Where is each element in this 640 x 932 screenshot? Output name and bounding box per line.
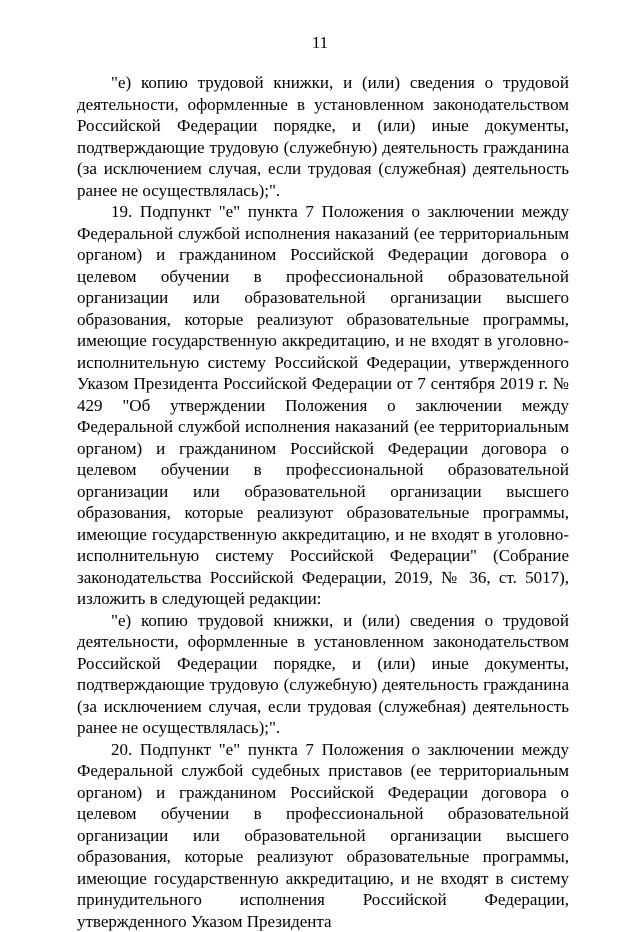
- quoted-subparagraph-e-2: "е) копию трудовой книжки, и (или) сведения о трудовой деятельности, оформленные в установленном законодательством Российской Федерации порядке, и (или) иные документы, подтверждающие трудовую (служебную) деятельность гражданина (за исключением случая, если трудовая (служебная) деятельность ранее не осуществлялась);".: [77, 610, 569, 739]
- document-body: [77, 72, 569, 932]
- paragraph-19: 19. Подпункт "е" пункта 7 Положения о заключении между Федеральной службой исполнения наказаний (ее территориальным органом) и гражданином Российской Федерации договора о целевом обучении в профессиональной образовательной организации или образовательной организации высшего образования, которые реализуют образовательные программы, имеющие государственную аккредитацию, и не входят в уголовно-исполнительную систему Российской Федерации, утвержденного Указом Президента Российской Федерации от 7 сентября 2019 г. № 429 "Об утверждении Положения о заключении между Федеральной службой исполнения наказаний (ее территориальным органом) и гражданином Российской Федерации договора о целевом обучении в профессиональной образовательной организации или образовательной организации высшего образования, которые реализуют образовательные программы, имеющие государственную аккредитацию, и не входят в уголовно-исполнительную систему Российской Федерации" (Собрание законодательства Российской Федерации, 2019, № 36, ст. 5017), изложить в следующей редакции:: [77, 201, 569, 610]
- page-number: 11: [0, 33, 640, 53]
- quoted-subparagraph-e-1: "е) копию трудовой книжки, и (или) сведения о трудовой деятельности, оформленные в установленном законодательством Российской Федерации порядке, и (или) иные документы, подтверждающие трудовую (служебную) деятельность гражданина (за исключением случая, если трудовая (служебная) деятельность ранее не осуществлялась);".: [77, 72, 569, 201]
- paragraph-20: 20. Подпункт "е" пункта 7 Положения о заключении между Федеральной службой судебных приставов (ее территориальным органом) и гражданином Российской Федерации договора о целевом обучении в профессиональной образовательной организации или образовательной организации высшего образования, которые реализуют образовательные программы, имеющие государственную аккредитацию, и не входят в систему принудительного исполнения Российской Федерации, утвержденного Указом Президента: [77, 739, 569, 932]
